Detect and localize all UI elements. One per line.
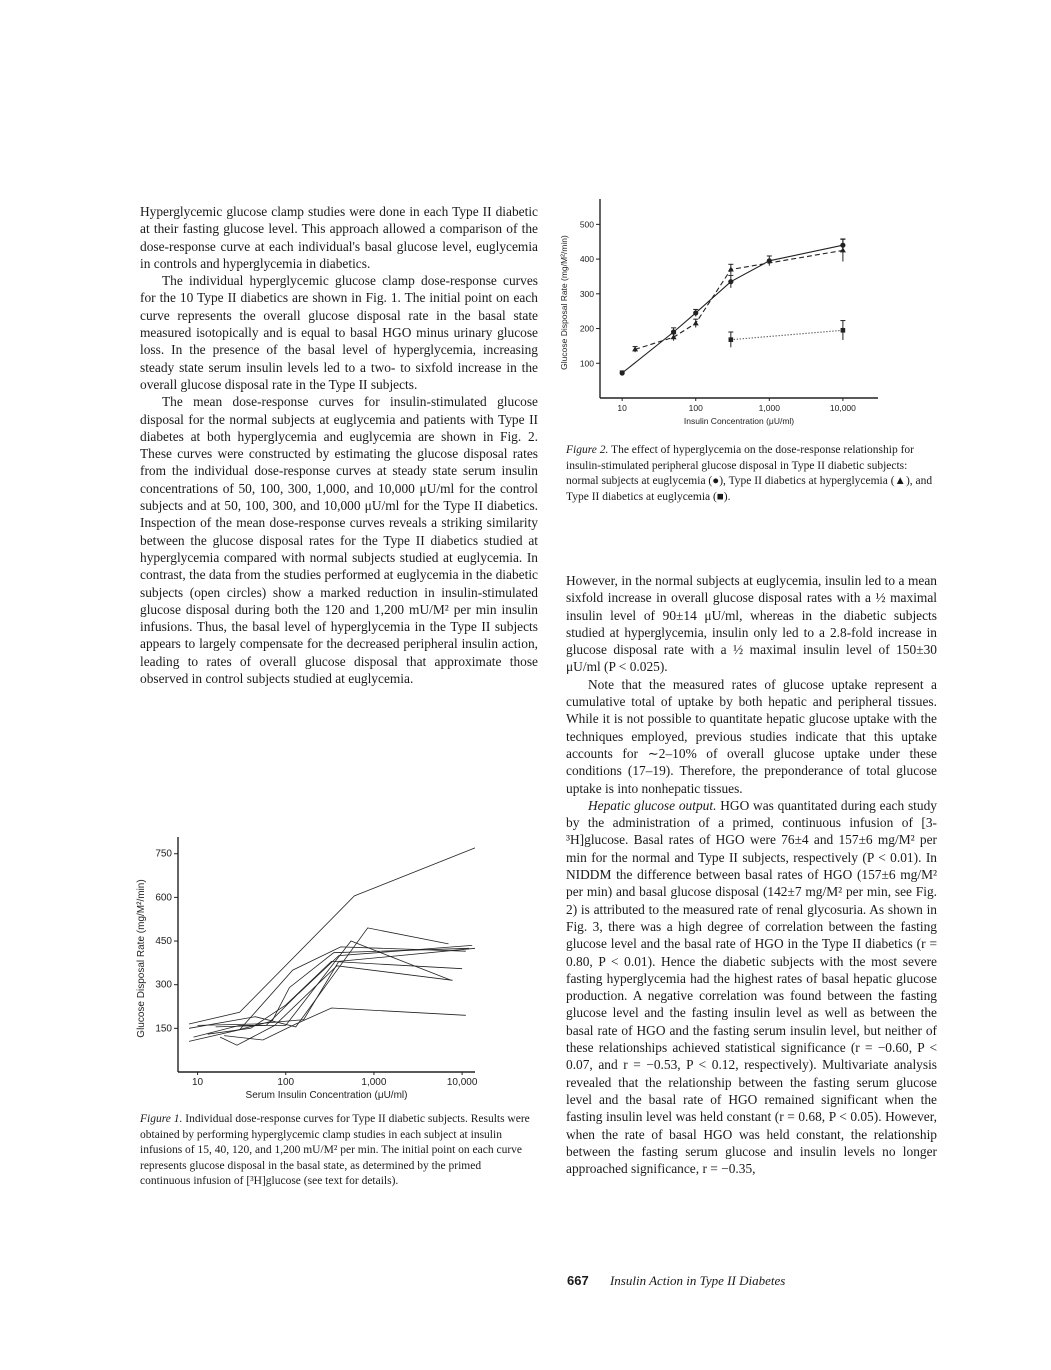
- y-tick-label: 200: [579, 323, 594, 334]
- series-line-10: [233, 948, 469, 1031]
- series-line-6: [220, 966, 453, 1045]
- data-point-triangle: [693, 320, 699, 325]
- y-tick-label: 300: [155, 979, 172, 991]
- data-point-triangle: [840, 247, 846, 252]
- x-axis-label: Serum Insulin Concentration (μU/ml): [245, 1090, 408, 1100]
- y-tick-label: 400: [579, 254, 594, 265]
- y-tick-label: 450: [155, 936, 172, 948]
- y-tick-label: 300: [579, 288, 594, 299]
- running-title: Insulin Action in Type II Diabetes: [609, 1273, 786, 1288]
- left-column-text: [140, 203, 538, 687]
- paragraph: Note that the measured rates of glucose uptake represent a cumulative total of uptake by both hepatic and peripheral tissues. While it is not possible to quantitate hepatic glucose uptake with the techniques employed, previous studies indicate that this uptake accounts for ∼2–10% of overall glucose uptake under these conditions (17–19). Therefore, the preponderance of total glucose uptake is into nonhepatic tissues.: [566, 676, 937, 796]
- figure-2-svg: [550, 195, 890, 430]
- x-tick-label: 1,000: [758, 403, 780, 413]
- x-tick-label: 1,000: [361, 1077, 387, 1088]
- y-tick-label: 750: [155, 848, 172, 860]
- x-tick-label: 10,000: [829, 403, 856, 413]
- paragraph: [566, 797, 937, 1178]
- x-tick-label: 10,000: [446, 1077, 478, 1088]
- section-heading: Hepatic glucose output.: [588, 797, 717, 813]
- figure-1-caption-text: Individual dose-response curves for Type II diabetic subjects. Results were obtained by performing hyperglycemic clamp studies in each subject at insulin infusions of 15, 40, 120, and 1,200 mU/M² per min. The initial point on each curve represents glucose disposal in the basal state, as determined by the primed continuous infusion of [³H]glucose (see text for details).: [140, 1113, 530, 1187]
- series-line-2: [635, 250, 843, 349]
- x-tick-label: 100: [277, 1077, 295, 1088]
- x-tick-label: 10: [192, 1077, 204, 1088]
- series-line-3: [731, 330, 843, 339]
- data-point-triangle: [671, 334, 677, 339]
- figure-2-caption: [566, 443, 936, 505]
- figure-1-svg: [130, 835, 490, 1100]
- figure-1-caption: [140, 1112, 530, 1190]
- y-tick-label: 500: [579, 219, 594, 230]
- data-point-circle: [620, 370, 625, 375]
- paragraph: Hyperglycemic glucose clamp studies were done in each Type II diabetic at their fasting glucose level. This approach allowed a comparison of the dose-response curve at each individual's basal glucose level, euglycemia in controls and hyperglycemia in diabetics.: [140, 204, 538, 271]
- y-tick-label: 600: [155, 892, 172, 904]
- series-line-1: [189, 848, 475, 1024]
- x-tick-label: 10: [617, 403, 627, 413]
- figure-2-chart: [550, 195, 890, 430]
- figure-2-label: Figure 2.: [566, 444, 609, 456]
- x-tick-label: 100: [688, 403, 703, 413]
- paragraph: The mean dose-response curves for insulin-stimulated glucose disposal for the normal subjects at euglycemia and patients with Type II diabetes at both hyperglycemia and euglycemia are shown in Fig. 2. These curves were constructed by estimating the glucose disposal rates from the individual dose-response curves at steady state serum insulin concentrations of 50, 100, 300, 1,000, and 10,000 μU/ml for the control subjects and at 50, 100, 300, and 10,000 μU/ml for the Type II diabetics. Inspection of the mean dose-response curves reveals a striking similarity between the glucose disposal rates for the Type II diabetics studied at hyperglycemia compared with normal subjects studied at euglycemia. In contrast, the data from the studies performed at euglycemia in the diabetic subjects (open circles) show a marked reduction in insulin-stimulated glucose disposal during both the 120 and 1,200 mU/M² per min insulin infusions. Thus, the basal level of hyperglycemia in the Type II subjects appears to largely compensate for the decreased peripheral insulin action, leading to rates of overall glucose disposal that approximate those observed in control subjects studied at euglycemia.: [140, 394, 538, 687]
- figure-1-chart: [130, 835, 490, 1100]
- data-point-square: [729, 337, 734, 342]
- page-number: 667: [567, 1273, 589, 1288]
- y-tick-label: 100: [579, 358, 594, 369]
- y-axis-label: Glucose Disposal Rate (mg/M²/min): [559, 235, 569, 370]
- series-line-9: [216, 945, 473, 1027]
- data-point-circle: [728, 279, 733, 284]
- series-line-4: [189, 947, 466, 1042]
- page-footer: [567, 1273, 785, 1289]
- y-tick-label: 150: [155, 1023, 172, 1035]
- figure-2-caption-text: The effect of hyperglycemia on the dose-response relationship for insulin-stimulated peripheral glucose disposal in Type II diabetic subjects: normal subjects at euglycemia (●), Type II diabetics at hyperglycemia (▲), and Type II diabetics at euglycemia (■).: [566, 444, 933, 503]
- data-point-square: [841, 328, 846, 333]
- figure-1-label: Figure 1.: [140, 1113, 183, 1125]
- section-text: HGO was quantitated during each study by the administration of a primed, continuous infusion of [3-³H]glucose. Basal rates of HGO were 76±4 and 157±6 mg/M² per min for the normal and Type II subjects, respectively (P < 0.01). In NIDDM the difference between basal rates of HGO (157±6 mg/M² per min) and basal glucose disposal (142±7 mg/M² per min, see Fig. 2) is attributed to the measured rate of renal glycosuria. As shown in Fig. 3, there was a high degree of correlation between the fasting glucose level and the basal rate of HGO in the Type II diabetics (r = 0.80, P < 0.01). Hence the diabetic subjects with the most severe fasting hyperglycemia had the highest rates of basal hepatic glucose production. A negative correlation was found between the fasting glucose level and the fasting insulin level as well as between the basal rate of HGO and the fasting serum insulin level, but neither of these relationships achieved statistical significance (r = −0.60, P < 0.07, and r = −0.53, P < 0.12, respectively). Multivariate analysis revealed that the relationship between the fasting serum glucose level and the basal rate of HGO remained significant when the fasting insulin level was held constant (r = 0.68, P < 0.05). However, when the rate of basal HGO was held constant, the relationship between the fasting serum glucose and insulin levels no longer approached significance, r = −0.35,: [566, 797, 937, 1177]
- data-point-circle: [693, 310, 698, 315]
- right-column-text: [566, 572, 937, 1177]
- paragraph: However, in the normal subjects at euglycemia, insulin led to a mean sixfold increase in overall glucose disposal rates with a ½ maximal insulin level of 90±14 μU/ml, whereas in the diabetic subjects studied at hyperglycemia, insulin only led to a 2.8-fold increase in glucose disposal rate with a ½ maximal insulin level of 150±30 μU/ml (P < 0.025).: [566, 573, 937, 675]
- x-axis-label: Insulin Concentration (μU/ml): [683, 416, 795, 426]
- paragraph: The individual hyperglycemic glucose clamp dose-response curves for the 10 Type II diabetics are shown in Fig. 1. The initial point on each curve represents the overall glucose disposal rate in the basal state measured isotopically and is equal to basal HGO minus urinary glucose loss. In the presence of the basal level of hyperglycemia, increasing steady state serum insulin levels led to a two- to sixfold increase in the overall glucose disposal rate in the Type II subjects.: [140, 273, 538, 392]
- y-axis-label: Glucose Disposal Rate (mg/M²/min): [136, 879, 147, 1038]
- series-line-2: [189, 928, 449, 1028]
